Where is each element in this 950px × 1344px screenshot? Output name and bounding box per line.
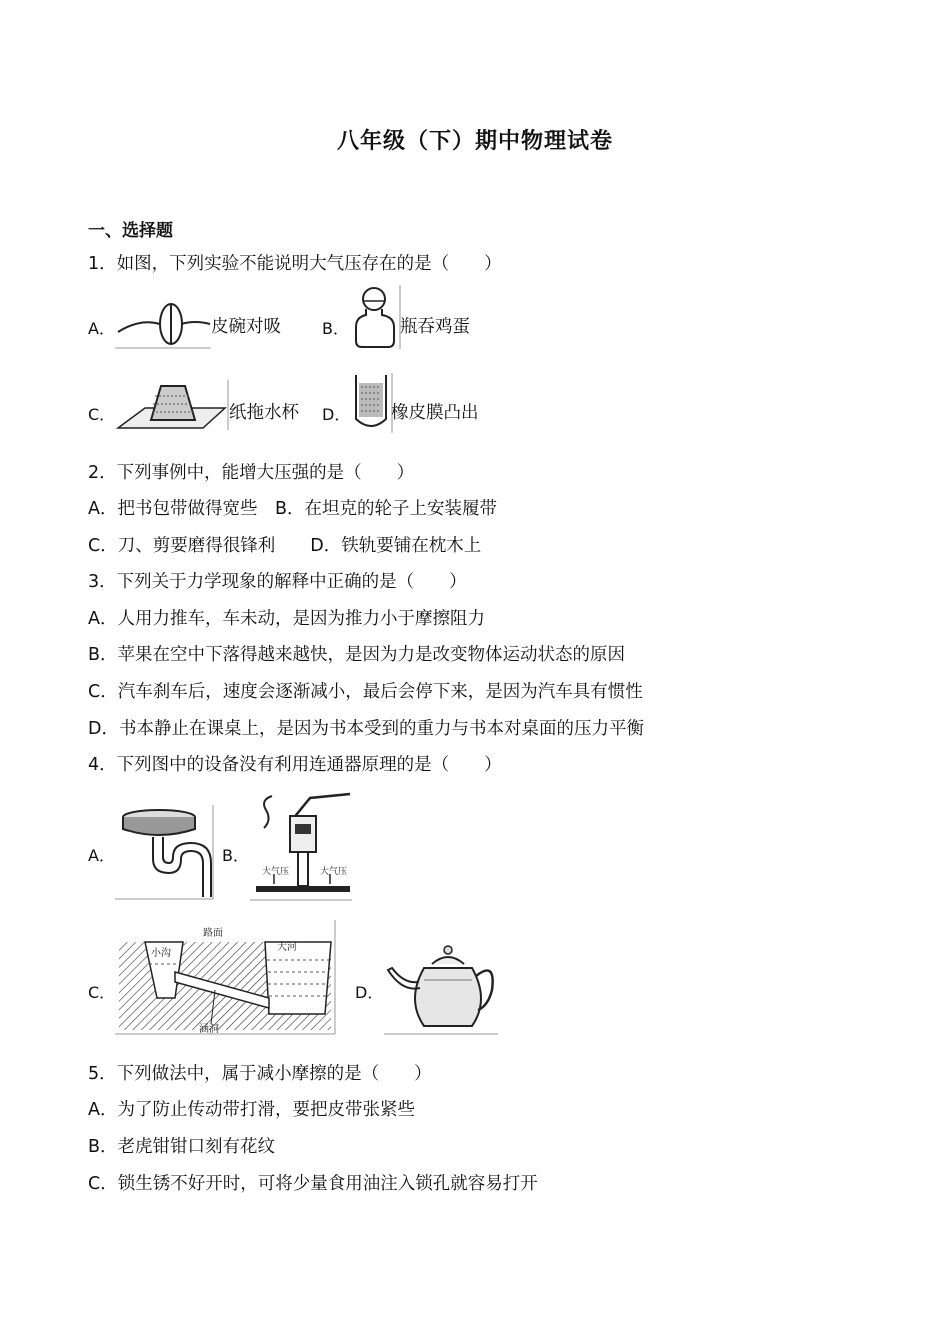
q4-option-c-letter: C． [88,983,116,1002]
page-title: 八年级（下）期中物理试卷 [336,129,613,154]
q5-option-a: A．为了防止传动带打滑，要把皮带张紧些 [88,1100,415,1120]
q2-options-line2: C．刀、剪要磨得很锋利 D．铁轨要铺在枕木上 [88,536,482,556]
teapot-figure [384,940,500,1036]
water-pump-figure [250,790,354,902]
q1-option-c-text: 纸拖水杯 [229,403,299,423]
pump-pressure-label-right: 大气压 [320,867,348,877]
suction-cups-figure [115,300,213,350]
bottle-egg-figure [352,285,402,351]
q1-option-a-text: 皮碗对吸 [211,317,281,337]
q3-option-d: D．书本静止在课桌上，是因为书本受到的重力与书本对桌面的压力平衡 [88,719,644,739]
q1-option-b-letter: B． [322,319,349,338]
q4-option-b-letter: B． [222,846,249,865]
q2-stem: 2．下列事例中，能增大压强的是（ ） [88,463,415,483]
q1-option-d-text: 橡皮膜凸出 [391,403,479,423]
q1-option-b-text: 瓶吞鸡蛋 [400,317,470,337]
section-heading: 一、选择题 [88,221,173,241]
q3-option-a: A．人用力推车，车未动，是因为推力小于摩擦阻力 [88,609,485,629]
q1-option-a-letter: A． [88,319,115,338]
q4-option-d-letter: D． [355,983,384,1002]
q5-option-b: B．老虎钳钳口刻有花纹 [88,1137,276,1157]
culvert-ditch-label: 小沟 [151,948,171,959]
q2-options-line1: A．把书包带做得宽些 B．在坦克的轮子上安装履带 [88,499,497,519]
sink-trap-figure [115,805,215,901]
q1-option-c-letter: C． [88,405,116,424]
q4-option-a-letter: A． [88,846,115,865]
culvert-tunnel-label: 涵洞 [199,1024,219,1035]
q3-stem: 3．下列关于力学现象的解释中正确的是（ ） [88,572,467,592]
q1-stem: 1．如图，下列实验不能说明大气压存在的是（ ） [88,254,502,274]
q5-stem: 5．下列做法中，属于减小摩擦的是（ ） [88,1064,432,1084]
culvert-road-label: 路面 [203,928,223,939]
pump-pressure-label-left: 大气压 [262,867,290,877]
culvert-figure [115,920,337,1036]
q3-option-b: B．苹果在空中下落得越来越快，是因为力是改变物体运动状态的原因 [88,645,626,665]
q5-option-c: C．锁生锈不好开时，可将少量食用油注入锁孔就容易打开 [88,1174,538,1194]
q4-stem: 4．下列图中的设备没有利用连通器原理的是（ ） [88,755,502,775]
paper-cup-figure [115,380,230,432]
q3-option-c: C．汽车刹车后，速度会逐渐减小，最后会停下来，是因为汽车具有惯性 [88,682,643,702]
culvert-river-label: 大河 [277,942,297,953]
q1-option-d-letter: D． [322,405,351,424]
rubber-membrane-figure [350,373,394,435]
